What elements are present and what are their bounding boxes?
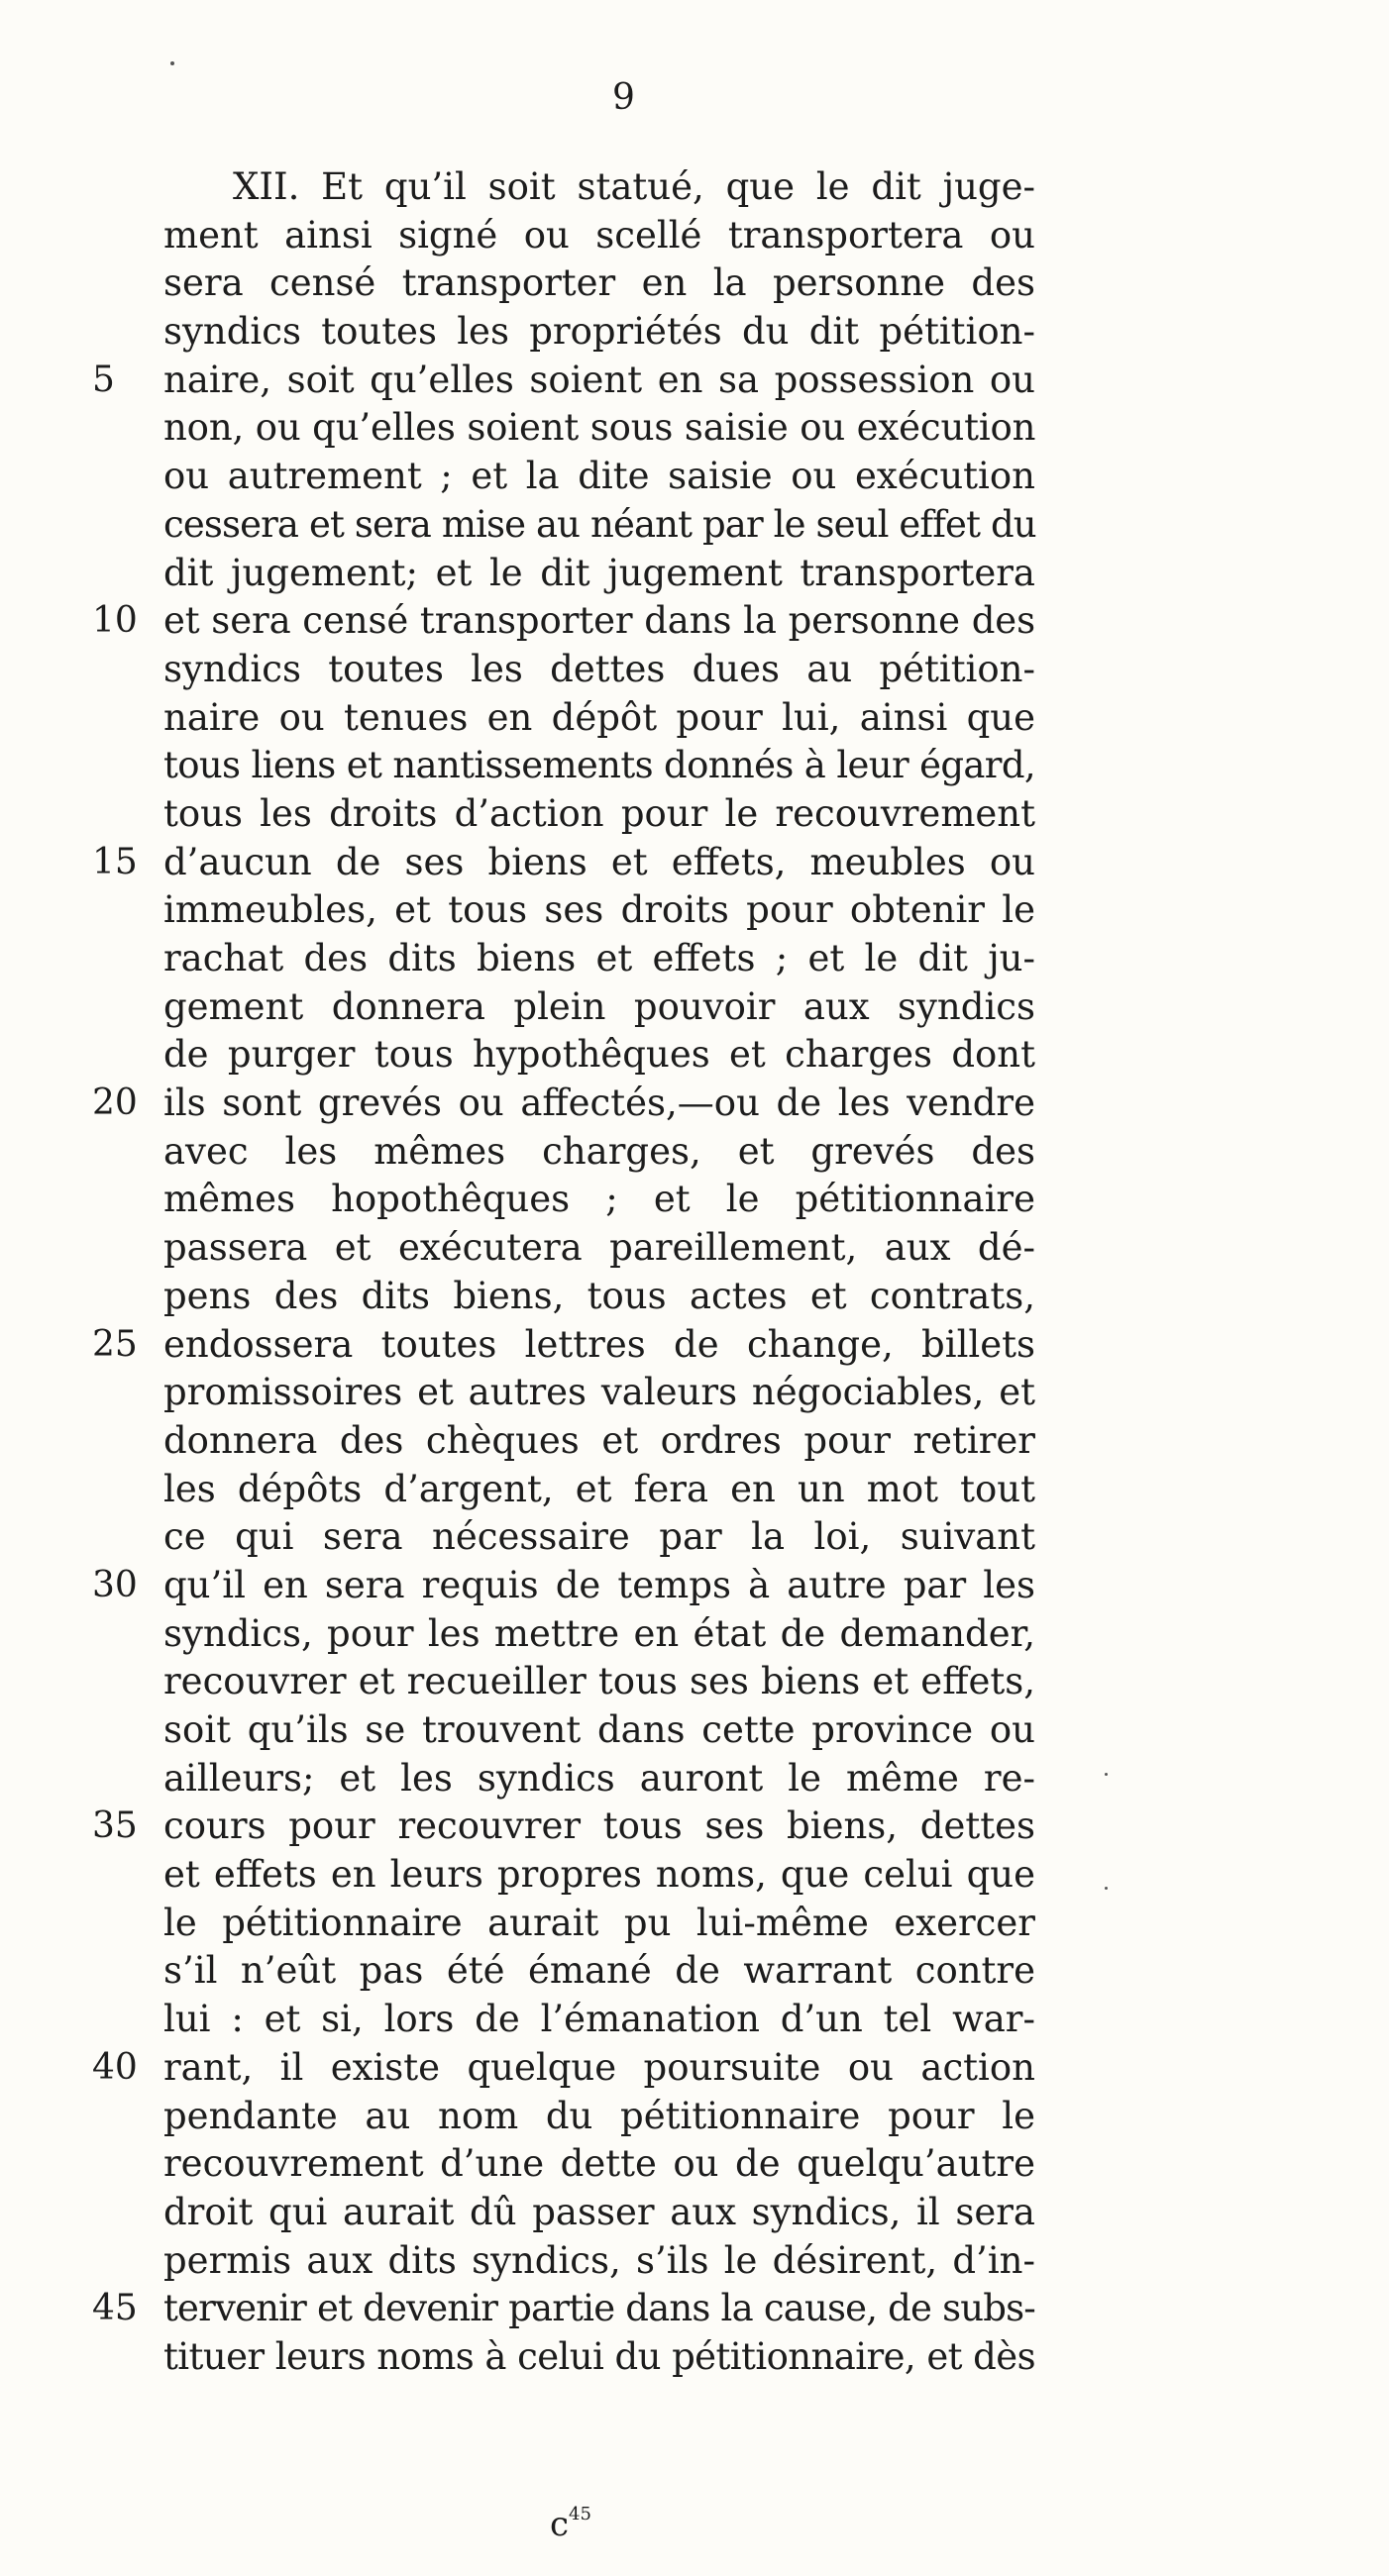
line-text: XII. Et qu’il soit statué, que le dit juge- bbox=[233, 165, 1035, 208]
line-text: dit jugement; et le dit jugement transportera bbox=[163, 551, 1035, 594]
text-line bbox=[163, 1996, 1035, 2044]
line-text: qu’il en sera requis de temps à autre par les bbox=[163, 1563, 1035, 1606]
line-text: lui : et si, lors de l’émanation d’un tel war- bbox=[163, 1998, 1035, 2041]
text-line bbox=[163, 694, 1035, 743]
line-text: ailleurs; et les syndics auront le même re- bbox=[163, 1756, 1035, 1800]
text-line bbox=[163, 1031, 1035, 1080]
text-line bbox=[163, 1417, 1035, 1466]
line-number: 40 bbox=[92, 2046, 138, 2088]
text-line bbox=[163, 1369, 1035, 1417]
line-text: pens des dits biens, tous actes et contrats, bbox=[163, 1274, 1035, 1317]
text-line bbox=[92, 1080, 1035, 1128]
text-line bbox=[163, 1273, 1035, 1321]
line-number: 30 bbox=[92, 1564, 138, 1605]
text-line bbox=[163, 1947, 1035, 1996]
line-text: tous les droits d’action pour le recouvrement bbox=[163, 791, 1035, 835]
line-text: le pétitionnaire aurait pu lui-même exercer bbox=[163, 1901, 1035, 1944]
text-line bbox=[92, 839, 1035, 887]
text-line bbox=[92, 357, 1035, 405]
line-number: 25 bbox=[92, 1323, 138, 1365]
paper-speck bbox=[1105, 1887, 1108, 1890]
text-line bbox=[163, 1658, 1035, 1706]
text-line bbox=[163, 886, 1035, 935]
text-line bbox=[163, 1755, 1035, 1803]
line-text: avec les mêmes charges, et grevés des bbox=[163, 1129, 1035, 1173]
line-text: tervenir et devenir partie dans la cause, de subs- bbox=[163, 2287, 1035, 2330]
text-line bbox=[163, 1224, 1035, 1273]
line-number: 35 bbox=[92, 1805, 138, 1847]
text-line bbox=[163, 1851, 1035, 1900]
line-text: de purger tous hypothêques et charges dont bbox=[163, 1033, 1035, 1077]
text-line bbox=[92, 1562, 1035, 1610]
text-line bbox=[163, 790, 1035, 839]
line-number: 15 bbox=[92, 841, 138, 882]
text-line bbox=[92, 597, 1035, 646]
text-line bbox=[163, 742, 1035, 790]
page-number: 9 bbox=[612, 77, 636, 118]
line-text: recouvrement d’une dette ou de quelqu’autre bbox=[163, 2142, 1035, 2186]
line-text: mêmes hopothêques ; et le pétitionnaire bbox=[163, 1178, 1035, 1221]
line-text: naire, soit qu’elles soient en sa possession ou bbox=[163, 358, 1035, 401]
line-text: droit qui aurait dû passer aux syndics, il sera bbox=[163, 2190, 1035, 2233]
line-text: ils sont grevés ou affectés,—ou de les vendre bbox=[163, 1082, 1035, 1125]
line-text: pendante au nom du pétitionnaire pour le bbox=[163, 2094, 1035, 2137]
body-text bbox=[92, 163, 1036, 2382]
line-text: cours pour recouvrer tous ses biens, dettes bbox=[163, 1804, 1035, 1848]
line-text: promissoires et autres valeurs négociables, et bbox=[163, 1371, 1035, 1414]
text-line bbox=[163, 453, 1035, 501]
text-line bbox=[92, 2044, 1035, 2093]
text-line bbox=[163, 2189, 1035, 2237]
line-text: s’il n’eût pas été émané de warrant contre bbox=[163, 1949, 1035, 1993]
line-text: tituer leurs noms à celui du pétitionnaire, et dès bbox=[163, 2334, 1035, 2378]
text-line bbox=[163, 646, 1035, 694]
line-text: cessera et sera mise au néant par le seul effet du bbox=[163, 502, 1036, 546]
paper-speck bbox=[170, 61, 174, 65]
line-text: syndics, pour les mettre en état de demander, bbox=[163, 1611, 1035, 1655]
line-text: donnera des chèques et ordres pour retirer bbox=[163, 1418, 1035, 1462]
text-line bbox=[163, 2237, 1035, 2286]
text-line bbox=[163, 1176, 1035, 1224]
text-line bbox=[163, 1706, 1035, 1755]
text-line bbox=[163, 935, 1035, 983]
text-line bbox=[163, 259, 1035, 308]
line-text: rachat des dits biens et effets ; et le dit ju- bbox=[163, 937, 1035, 979]
text-line bbox=[92, 1803, 1035, 1851]
line-text: non, ou qu’elles soient sous saisie ou exécution bbox=[163, 406, 1036, 450]
printer-signature-mark bbox=[550, 2504, 591, 2544]
line-text: endossera toutes lettres de change, billets bbox=[163, 1322, 1035, 1366]
line-text: ce qui sera nécessaire par la loi, suivant bbox=[163, 1515, 1035, 1559]
line-text: syndics toutes les dettes dues au pétition- bbox=[163, 647, 1035, 690]
line-number: 10 bbox=[92, 600, 138, 642]
signature-letter: c bbox=[550, 2505, 570, 2544]
line-text: gement donnera plein pouvoir aux syndics bbox=[163, 984, 1035, 1028]
line-text: passera et exécutera pareillement, aux dé- bbox=[163, 1226, 1035, 1270]
line-text: sera censé transporter en la personne des bbox=[163, 261, 1035, 305]
line-number: 20 bbox=[92, 1082, 138, 1124]
text-line bbox=[163, 1900, 1035, 1948]
text-line bbox=[92, 2285, 1035, 2333]
line-text: et sera censé transporter dans la personne des bbox=[163, 599, 1035, 643]
text-line bbox=[163, 983, 1035, 1032]
line-text: ou autrement ; et la dite saisie ou exécution bbox=[163, 455, 1035, 498]
line-number: 45 bbox=[92, 2288, 138, 2329]
text-line bbox=[163, 212, 1035, 260]
text-line bbox=[163, 2333, 1035, 2382]
line-text: permis aux dits syndics, s’ils le désirent, d’in- bbox=[163, 2238, 1035, 2282]
text-line bbox=[163, 2140, 1035, 2189]
line-text: immeubles, et tous ses droits pour obtenir le bbox=[163, 888, 1035, 932]
text-line bbox=[163, 1128, 1035, 1177]
text-line bbox=[163, 1610, 1035, 1659]
text-line bbox=[163, 308, 1035, 357]
text-line bbox=[163, 550, 1035, 598]
line-text: naire ou tenues en dépôt pour lui, ainsi que bbox=[163, 695, 1035, 739]
text-line bbox=[163, 501, 1035, 550]
line-text: ment ainsi signé ou scellé transportera ou bbox=[163, 213, 1035, 257]
line-text: soit qu’ils se trouvent dans cette province ou bbox=[163, 1708, 1035, 1751]
text-line bbox=[163, 2093, 1035, 2141]
text-line bbox=[163, 1513, 1035, 1562]
text-line bbox=[92, 1321, 1035, 1370]
line-text: recouvrer et recueiller tous ses biens et effets, bbox=[163, 1660, 1035, 1703]
line-text: syndics toutes les propriétés du dit pétition- bbox=[163, 310, 1035, 354]
line-text: d’aucun de ses biens et effets, meubles ou bbox=[163, 840, 1035, 883]
line-text: tous liens et nantissements donnés à leur égard, bbox=[163, 744, 1035, 787]
paper-speck bbox=[1105, 1773, 1108, 1776]
signature-number: 45 bbox=[569, 2504, 591, 2524]
text-line bbox=[163, 404, 1035, 453]
line-number: 5 bbox=[92, 359, 115, 400]
line-text: les dépôts d’argent, et fera en un mot tout bbox=[163, 1467, 1035, 1510]
text-line bbox=[163, 1466, 1035, 1514]
line-text: rant, il existe quelque poursuite ou action bbox=[163, 2045, 1035, 2089]
text-line bbox=[163, 163, 1035, 212]
line-text: et effets en leurs propres noms, que celui que bbox=[163, 1853, 1035, 1897]
